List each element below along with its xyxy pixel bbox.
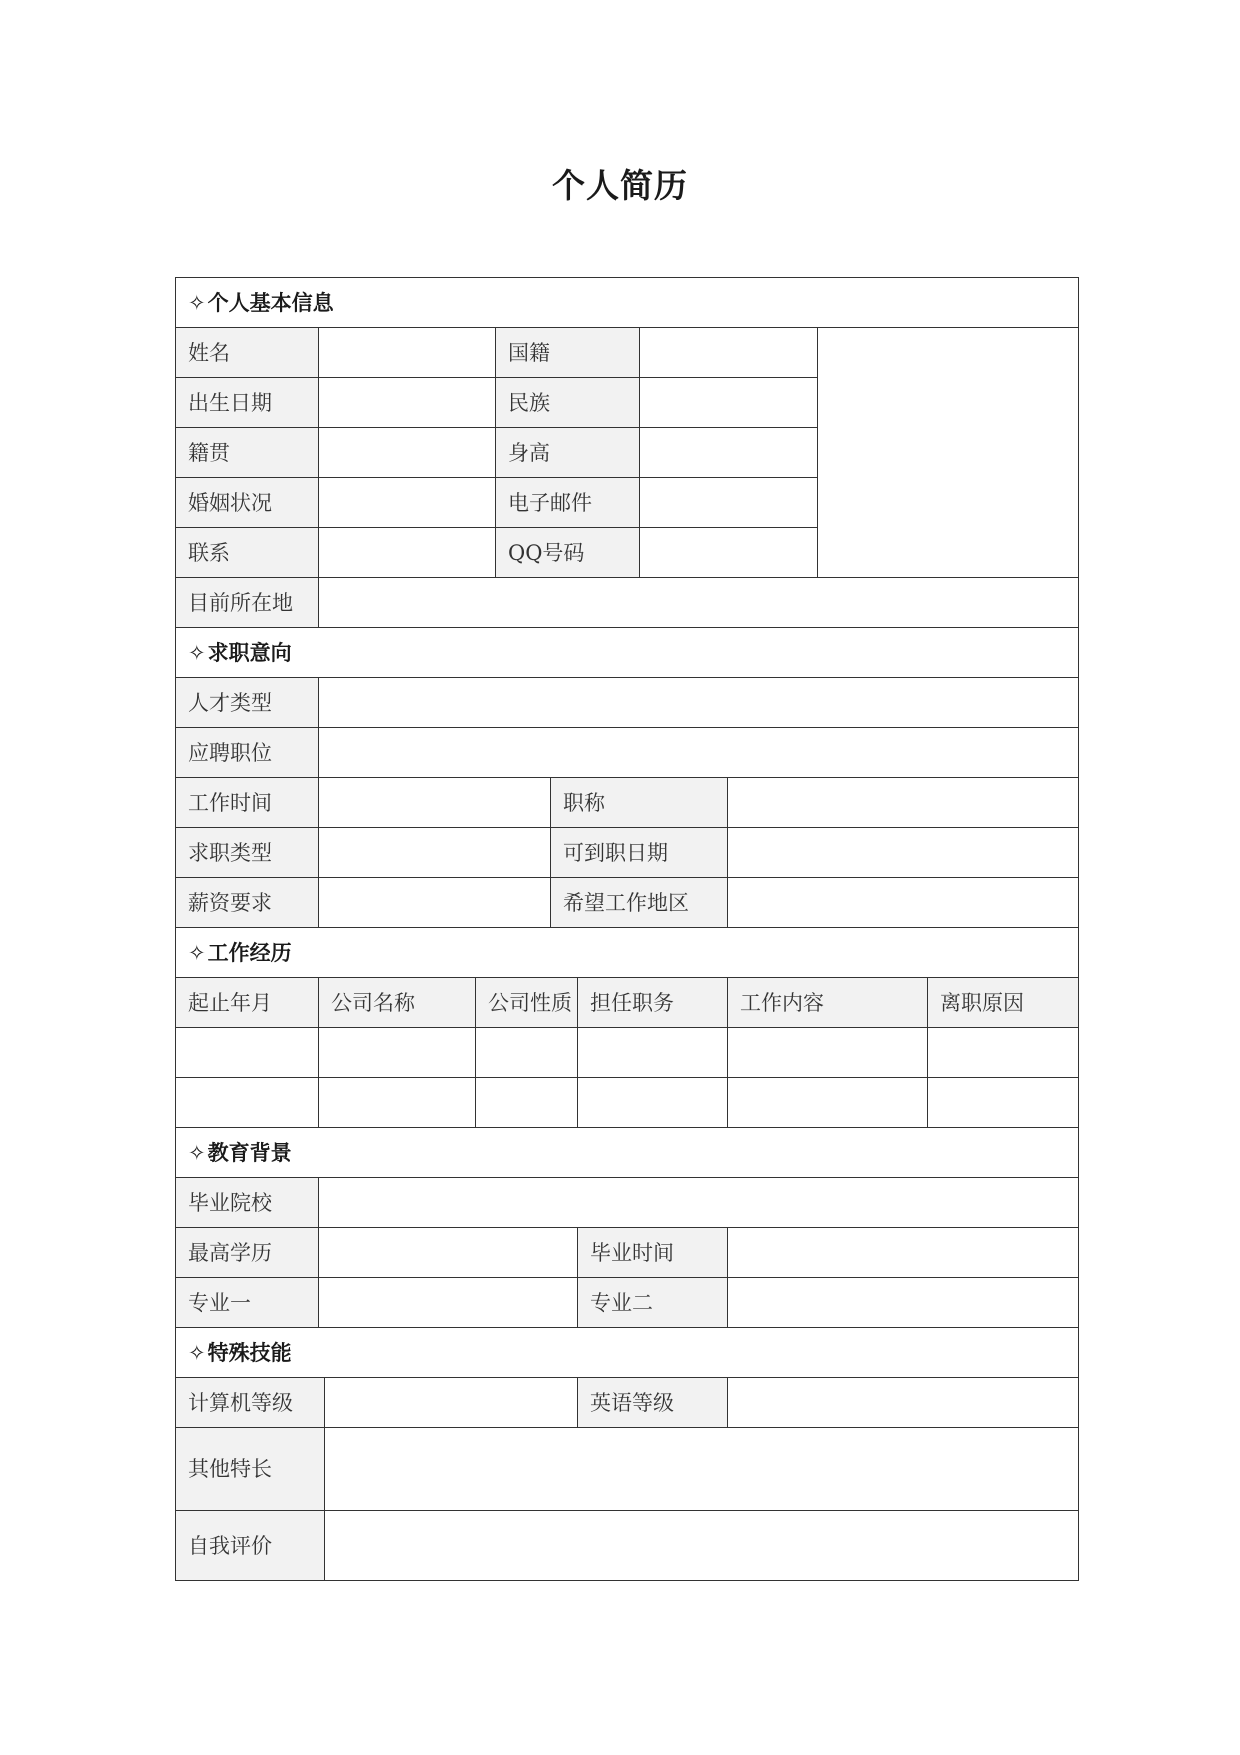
label-native-place: 籍贯 [176, 428, 319, 478]
work-col-header: 担任职务 [578, 978, 728, 1028]
diamond-icon: ✧ [188, 640, 206, 665]
label-position: 应聘职位 [176, 728, 319, 778]
label-location: 目前所在地 [176, 578, 319, 628]
work-row [176, 1078, 1079, 1128]
label-job-type: 求职类型 [176, 828, 319, 878]
field-location[interactable] [319, 578, 1079, 628]
field-job-type[interactable] [319, 828, 551, 878]
field-available-date[interactable] [728, 828, 1079, 878]
label-degree: 最高学历 [176, 1228, 319, 1278]
page-title: 个人简历 [552, 166, 688, 205]
work-cell[interactable] [176, 1078, 319, 1128]
section-title: 工作经历 [207, 940, 292, 965]
field-ethnicity[interactable] [640, 378, 818, 428]
diamond-icon: ✧ [188, 290, 206, 315]
field-nationality[interactable] [640, 328, 818, 378]
label-job-title: 职称 [551, 778, 728, 828]
label-name: 姓名 [176, 328, 319, 378]
field-school[interactable] [319, 1178, 1079, 1228]
section-title: 特殊技能 [207, 1340, 292, 1365]
diamond-icon: ✧ [188, 1140, 206, 1165]
label-work-area: 希望工作地区 [551, 878, 728, 928]
label-english: 英语等级 [578, 1378, 728, 1428]
label-major2: 专业二 [578, 1278, 728, 1328]
work-cell[interactable] [476, 1078, 578, 1128]
section-header-skills [176, 1328, 1079, 1378]
work-cell[interactable] [578, 1028, 728, 1078]
field-contact[interactable] [319, 528, 496, 578]
section-header-work [176, 928, 1079, 978]
work-cell[interactable] [319, 1028, 476, 1078]
field-work-time[interactable] [319, 778, 551, 828]
diamond-icon: ✧ [188, 1340, 206, 1365]
label-qq: QQ号码 [496, 528, 640, 578]
work-cell[interactable] [319, 1078, 476, 1128]
section-header-edu [176, 1128, 1079, 1178]
section-header-basic [176, 278, 1079, 328]
label-school: 毕业院校 [176, 1178, 319, 1228]
label-grad-time: 毕业时间 [578, 1228, 728, 1278]
section-title: 个人基本信息 [207, 290, 334, 315]
field-grad-time[interactable] [728, 1228, 1079, 1278]
photo-box[interactable] [818, 328, 1079, 578]
label-available-date: 可到职日期 [551, 828, 728, 878]
label-computer: 计算机等级 [176, 1378, 325, 1428]
field-major2[interactable] [728, 1278, 1079, 1328]
label-self-eval: 自我评价 [176, 1511, 325, 1581]
work-cell[interactable] [728, 1028, 928, 1078]
field-talent-type[interactable] [319, 678, 1079, 728]
field-qq[interactable] [640, 528, 818, 578]
field-birth-date[interactable] [319, 378, 496, 428]
field-name[interactable] [319, 328, 496, 378]
label-salary: 薪资要求 [176, 878, 319, 928]
label-major1: 专业一 [176, 1278, 319, 1328]
section-title: 教育背景 [207, 1140, 292, 1165]
label-other-skills: 其他特长 [176, 1428, 325, 1511]
work-cell[interactable] [928, 1078, 1079, 1128]
work-col-header: 起止年月 [176, 978, 319, 1028]
work-cell[interactable] [578, 1078, 728, 1128]
label-marital-status: 婚姻状况 [176, 478, 319, 528]
section-title: 求职意向 [207, 640, 292, 665]
field-major1[interactable] [319, 1278, 578, 1328]
work-col-header: 公司性质 [476, 978, 578, 1028]
field-self-eval[interactable] [325, 1511, 1079, 1581]
field-height[interactable] [640, 428, 818, 478]
field-marital-status[interactable] [319, 478, 496, 528]
section-header-intent [176, 628, 1079, 678]
field-email[interactable] [640, 478, 818, 528]
diamond-icon: ✧ [188, 940, 206, 965]
label-talent-type: 人才类型 [176, 678, 319, 728]
work-cell[interactable] [928, 1028, 1079, 1078]
field-computer[interactable] [325, 1378, 578, 1428]
resume-table [175, 277, 1079, 1581]
field-position[interactable] [319, 728, 1079, 778]
work-cell[interactable] [176, 1028, 319, 1078]
label-nationality: 国籍 [496, 328, 640, 378]
work-col-header: 公司名称 [319, 978, 476, 1028]
field-other-skills[interactable] [325, 1428, 1079, 1511]
work-cell[interactable] [728, 1078, 928, 1128]
field-english[interactable] [728, 1378, 1079, 1428]
work-cell[interactable] [476, 1028, 578, 1078]
label-contact: 联系 [176, 528, 319, 578]
field-job-title[interactable] [728, 778, 1079, 828]
work-row [176, 1028, 1079, 1078]
label-work-time: 工作时间 [176, 778, 319, 828]
field-salary[interactable] [319, 878, 551, 928]
work-col-header: 离职原因 [928, 978, 1079, 1028]
work-col-header: 工作内容 [728, 978, 928, 1028]
label-birth-date: 出生日期 [176, 378, 319, 428]
label-email: 电子邮件 [496, 478, 640, 528]
field-native-place[interactable] [319, 428, 496, 478]
label-height: 身高 [496, 428, 640, 478]
field-degree[interactable] [319, 1228, 578, 1278]
label-ethnicity: 民族 [496, 378, 640, 428]
field-work-area[interactable] [728, 878, 1079, 928]
